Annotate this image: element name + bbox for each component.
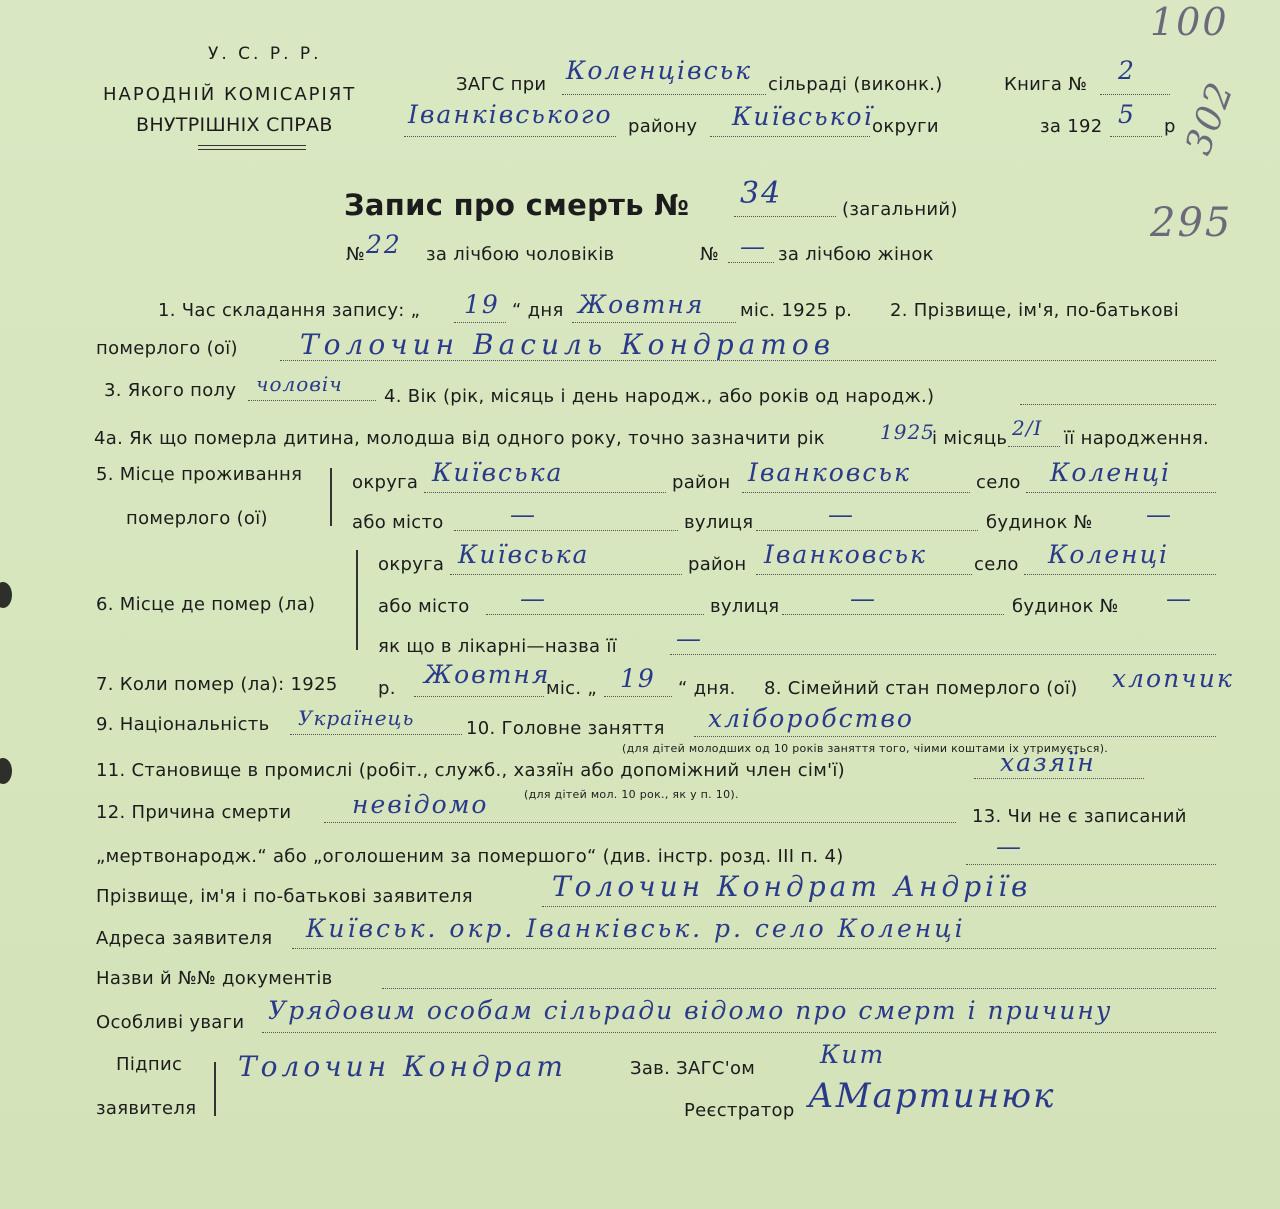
f13-value: — [996,832,1023,861]
raion-name-value: Іванківського [408,100,613,129]
f10-label: 10. Головне заняття [466,718,665,739]
death-raion-label: район [688,554,747,575]
applicant-label: Прізвище, ім'я і по-батькові заявителя [96,886,473,907]
res-raion-value: Іванковськ [748,458,911,487]
dotted-line [974,778,1144,779]
res-selo-label: село [976,472,1021,493]
res-house-label: будинок № [986,512,1093,533]
f4-label: 4. Вік (рік, місяць і день народж., або років од народж.) [384,386,935,407]
header-rule [198,145,306,146]
dotted-line [262,1032,1216,1033]
f1-month-value: Жовтня [578,290,705,319]
res-selo-value: Коленці [1050,458,1172,487]
brace [356,550,358,650]
dotted-line [710,136,870,137]
dotted-line [742,492,970,493]
okruha-name-value: Київської [732,102,874,131]
women-prefix: № [700,244,720,265]
okruha-label: округи [872,116,939,137]
f1-label: 1. Час складання запису: „ [158,300,421,321]
dotted-line [280,360,1216,361]
occupation-value: хліборобство [708,704,914,733]
corner-note: 302 [1178,75,1243,161]
f6-label: 6. Місце де помер (ла) [96,594,316,615]
dotted-line [756,530,978,531]
deceased-name-value: Толочин Василь Кондратов [300,328,836,361]
record-general-label: (загальний) [842,199,958,220]
f10-note: (для дітей молодших од 10 років заняття того, чіими коштами ix утримується). [622,742,1109,755]
dotted-line [966,864,1216,865]
address-label: Адреса заявителя [96,928,273,949]
dotted-line [454,322,506,323]
header-rule [198,149,306,150]
applicant-signature: Толочин Кондрат [238,1050,567,1083]
death-city-value: — [520,584,547,613]
f2-label: 2. Прізвище, ім'я, по-батькові [890,300,1180,321]
remarks-label: Особливі уваги [96,1012,245,1033]
remarks-value: Урядовим особам сільради відомо про смерт і причину [268,996,1113,1025]
res-street-label: вулиця [684,512,754,533]
dotted-line [694,736,1216,737]
registrar-signature: АМартинюк [808,1076,1056,1116]
dotted-line [604,696,672,697]
dotted-line [1020,404,1216,405]
dotted-line [1100,94,1170,95]
dotted-line [1026,492,1216,493]
marital-value: хлопчик [1112,664,1234,693]
f1-day-label: “ дня [512,300,564,321]
dotted-line [292,948,1216,949]
raion-label: району [628,116,698,137]
corner-note: 295 [1150,200,1233,246]
death-house-value: — [1166,584,1193,613]
header-ussr: У. С. Р. Р. [208,44,322,64]
death-selo-label: село [974,554,1019,575]
dotted-line [1008,446,1060,447]
dotted-line [734,216,836,217]
hospital-value: — [676,624,703,653]
dotted-line [572,322,736,323]
record-number-value: 34 [740,176,783,211]
zags-head-signature: Кит [820,1040,886,1069]
sign-label: Підпис [116,1054,183,1075]
f13-label: 13. Чи не є записаний [972,806,1187,827]
dotted-line [728,262,774,263]
sex-value: чоловіч [256,372,343,396]
dotted-line [324,822,956,823]
applicant-address-value: Київськ. окр. Іванківськ. р. село Коленці [306,914,966,943]
death-month-value: Жовтня [424,660,551,689]
dotted-line [382,988,1216,989]
record-title: Запис про смерть № [344,188,690,222]
documents-label: Назви й №№ документів [96,968,333,989]
dotted-line [414,696,544,697]
sign-label-applicant: заявителя [96,1098,197,1119]
dotted-line [486,614,704,615]
cause-value: невідомо [352,790,489,819]
res-city-label: або місто [352,512,444,533]
dotted-line [756,574,972,575]
status-value: хазяїн [1000,748,1096,777]
dotted-line [782,614,1004,615]
corner-note: 100 [1150,0,1229,44]
dotted-line [562,94,766,95]
dotted-line [1024,574,1216,575]
header-internal-affairs: ВНУТРІШНІХ СПРАВ [136,114,333,136]
f11-label: 11. Становище в промислі (робіт., служб., хазяїн або допоміжний член сім'ї) [96,760,845,781]
f12-note: (для дітей мол. 10 рок., як у п. 10). [524,788,739,801]
dotted-line [290,734,462,735]
birth-month-value: 2/І [1012,416,1043,440]
death-okruha-label: округа [378,554,445,575]
death-raion-value: Іванковськ [764,540,927,569]
f3-label: 3. Якого полу [104,380,237,401]
res-city-value: — [510,500,537,529]
nationality-value: Українець [298,706,415,730]
f7-r-label: р. [378,678,396,699]
f13-label2b: ого“ (див. інстр. розд. III п. 4) [554,846,844,867]
f9-label: 9. Національність [96,714,270,735]
men-number-value: 22 [366,230,402,259]
res-okruha-value: Київська [432,458,564,487]
death-day-value: 19 [620,664,656,693]
women-number-value: — [740,232,767,261]
res-okruha-label: округа [352,472,419,493]
women-label: за лічбою жінок [778,244,934,265]
zags-head-label: Зав. ЗАГС'ом [630,1058,756,1079]
f2-label2a: померл [96,338,169,359]
dotted-line [450,574,682,575]
men-prefix: № [346,244,366,265]
f1-day-value: 19 [464,290,500,319]
f5-label1: 5. Місце проживання [96,464,303,485]
dotted-line [248,400,376,401]
death-street-label: вулиця [710,596,780,617]
f7-mis-label: міс. „ [546,678,598,699]
zags-prefix: ЗАГС при [456,74,547,95]
dotted-line [454,530,678,531]
f4a-label: 4а. Як що померла дитина, молодша від одного року, точно зазначити рік [94,428,825,449]
res-raion-label: район [672,472,731,493]
res-street-value: — [828,500,855,529]
f2-label2b: ого (ої) [168,338,238,359]
death-city-label: або місто [378,596,470,617]
applicant-name-value: Толочин Кондрат Андріїв [552,870,1032,903]
dotted-line [404,136,616,137]
death-house-label: будинок № [1012,596,1119,617]
f1-year-label: міс. 1925 р. [740,300,853,321]
header-commissariat: НАРОДНІЙ КОМІСАРІЯТ [103,84,357,105]
f7-day-label: “ дня. [678,678,736,699]
f5-label2: померлого (ої) [126,508,268,529]
f8-label: 8. Сімейний стан померлого (ої) [764,678,1078,699]
zags-village-value: Коленцівськ [566,56,753,85]
book-number-value: 2 [1118,56,1136,85]
punch-hole [0,582,12,608]
f7-label: 7. Коли помер (ла): 1925 [96,674,338,695]
dotted-line [1110,136,1162,137]
men-label: за лічбою чоловіків [426,244,615,265]
f4a-end: її народження. [1064,428,1209,449]
f4a-month-label: і місяць [932,428,1008,449]
year-digit-value: 5 [1118,100,1136,129]
dotted-line [542,906,1216,907]
book-label: Книга № [1004,74,1088,95]
death-selo-value: Коленці [1048,540,1170,569]
punch-hole [0,758,12,784]
birth-year-value: 1925 [880,420,935,444]
year-suffix: р [1164,116,1176,137]
registrar-label: Реєстратор [684,1100,795,1121]
dotted-line [424,492,666,493]
dotted-line [670,654,1216,655]
year-label: за 192 [1040,116,1103,137]
f13-label2a: „мертвонародж.“ або „оголошеним за померш [96,846,555,867]
hospital-label: як що в лікарні—назва її [378,636,617,657]
res-house-value: — [1146,500,1173,529]
council-label: сільраді (виконк.) [768,74,943,95]
f13-label2 [96,846,844,867]
f12-label: 12. Причина смерти [96,802,292,823]
death-okruha-value: Київська [458,540,590,569]
f2-label2 [96,338,238,359]
death-street-value: — [850,584,877,613]
brace [214,1062,216,1116]
brace [330,468,332,526]
